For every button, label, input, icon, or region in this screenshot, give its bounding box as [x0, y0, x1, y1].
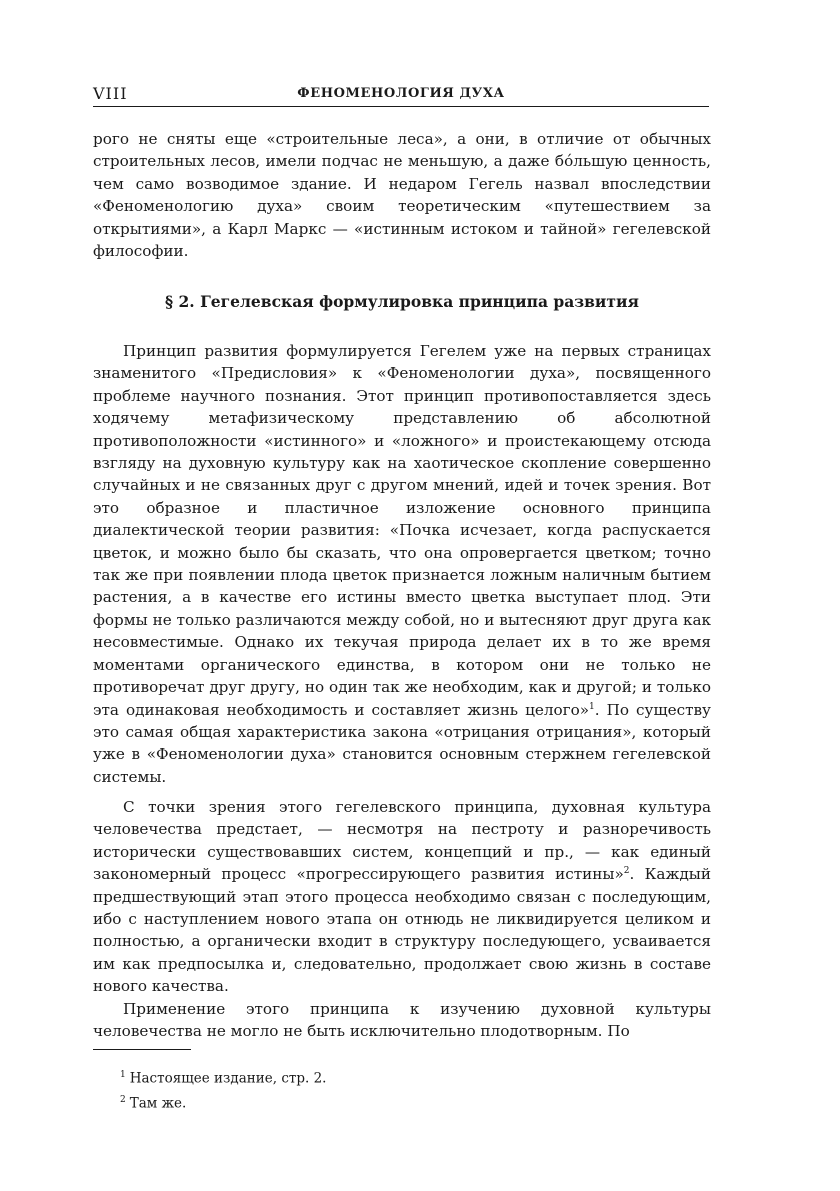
footnote-2	[120, 1090, 680, 1115]
running-title: ФЕНОМЕНОЛОГИЯ ДУХА	[297, 86, 505, 101]
footnote-1	[120, 1065, 680, 1090]
paragraph-intro: рого не сняты еще «строительные леса», а они, в отличие от обычных строительных лесов, имели подчас не меньшую, а даже бóльшую ценность, чем само возводимое здание. И недаром Гегель назвал впоследствии «Феноменологию духа» своим теоретическим «путешествием за открытиями», а Карл Маркс — «истинным истоком и тайной» гегелевской философии.	[93, 130, 711, 261]
footnote-1-mark: 1	[120, 1070, 126, 1080]
footnote-2-text: Там же.	[129, 1095, 187, 1111]
footnote-1-text: Настоящее издание, стр. 2.	[129, 1070, 327, 1087]
paragraph-principle-text: Принцип развития формулируется Гегелем уже на первых страницах знаменитого «Предисловия» к «Феноменологии духа», посвященного проблеме научного познания. Этот принцип противопоставляется здесь ходячему метафизическому представлению об абсолютной противоположности «истинного» и «ложного» и проистекающему отсюда взгляду на духовную культуру как на хаотическое скопление совершенно случайных и не связанных друг с другом мнений, идей и точек зрения. Вот это образное и пластичное изложение основного принципа диалектической теории развития: «Почка исчезает, когда распускается цветок, и можно было бы сказать, что она опровергается цветком; точно так же при появлении плода цветок признается ложным наличным бытием растения, а в качестве его истины вместо цветка выступает плод. Эти формы не только различаются между собой, но и вытесняют друг друга как несовместимые. Однако их текучая природа делает их в то же время моментами органического единства, в котором они не только не противоречат друг другу, но один так же необходим, как и другой; и только эта одинаковая необходимость и составляет жизнь целого»	[93, 342, 711, 719]
footnote-ref-2[interactable]: 2	[623, 866, 630, 877]
paragraph-application: Применение этого принципа к изучению духовной культуры человечества не могло не быть исключительно плодотворным. По	[93, 1000, 711, 1041]
footnote-rule	[93, 1049, 191, 1050]
paragraph-viewpoint	[93, 796, 711, 998]
section-heading: § 2. Гегелевская формулировка принципа развития	[165, 292, 639, 311]
paragraph-principle	[93, 340, 711, 788]
footnote-ref-1[interactable]: 1	[589, 701, 595, 712]
paragraph-principle-text-cont: . По существу это самая общая характеристика закона «отрицания отрицания», который уже в «Феноменологии духа» становится основным стержнем гегелевской системы.	[93, 700, 711, 786]
footnote-2-mark: 2	[120, 1094, 126, 1105]
page-number: VIII	[93, 84, 128, 103]
paragraph-viewpoint-text: С точки зрения этого гегелевского принципа, духовная культура человечества предстает, — несмотря на пестроту и разноречивость исторически существовавших систем, концепций и пр., — как единый закономерный процесс «прогрессирующего развития истины»	[93, 798, 711, 884]
header-rule	[93, 106, 709, 107]
footnotes	[120, 1065, 680, 1114]
paragraph-viewpoint-text-cont: . Каждый предшествующий этап этого процесса необходимо связан с последующим, ибо с наступлением нового этапа он отнюдь не ликвидируется целиком и полностью, а органически входит в структуру последующего, усваивается им как предпосылка и, следовательно, продолжает свою жизнь в составе нового качества.	[93, 865, 711, 996]
